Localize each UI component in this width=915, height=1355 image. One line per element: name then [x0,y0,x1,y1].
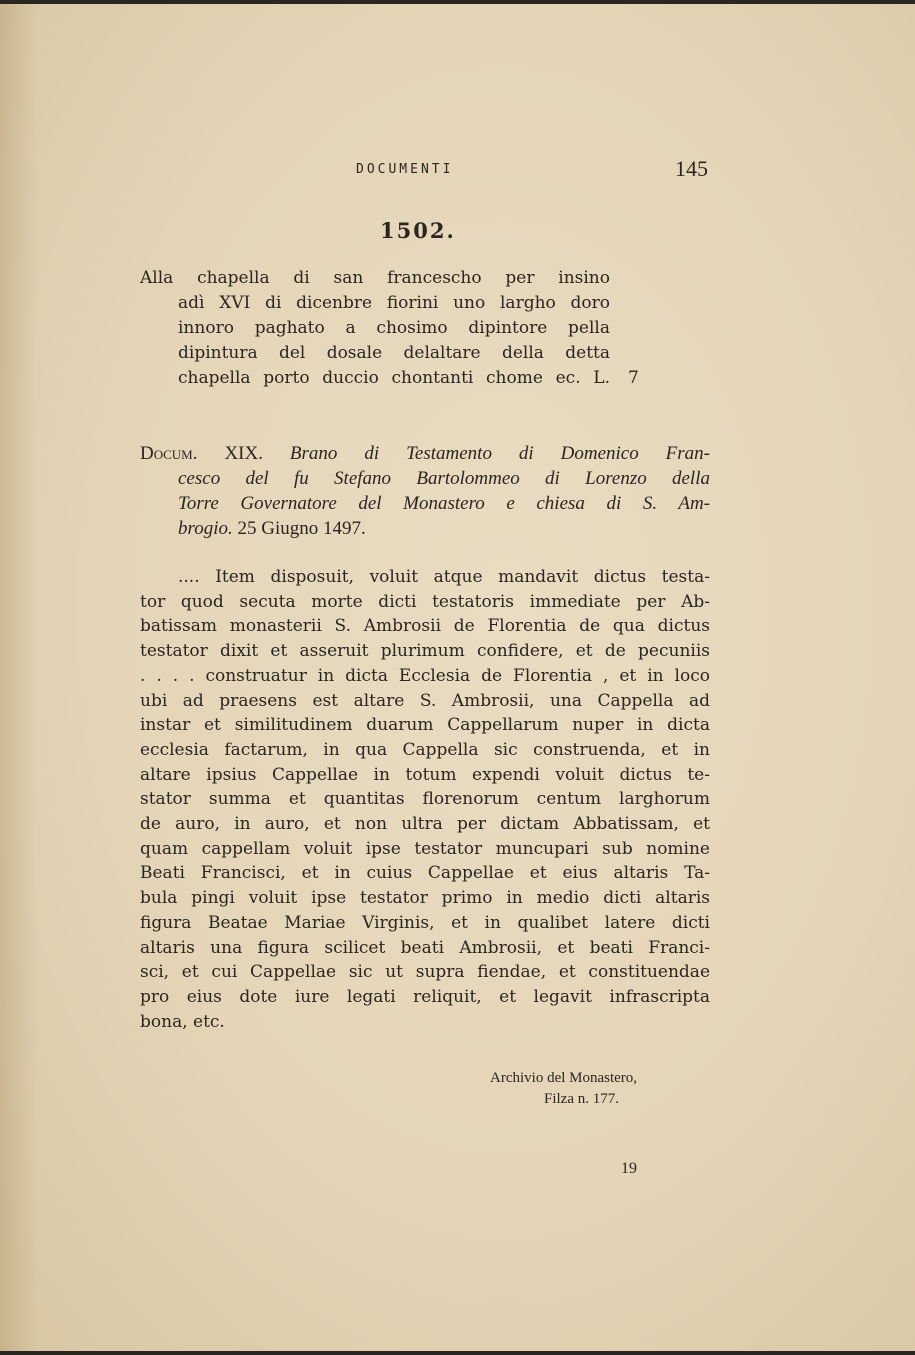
body-line: tor quod secuta morte dicti testatoris immediate per Ab- [140,591,710,612]
body-line: pro eius dote iure legati reliquit, et legavit infrascripta [140,986,710,1007]
entry-line: adì XVI di dicenbre fiorini uno largho doro [178,293,610,313]
body-line: .... Item disposuit, voluit atque mandavit dictus testa- [178,567,710,587]
body-line: altare ipsius Cappellae in totum expendi voluit dictus te- [140,764,710,785]
body-line: testator dixit et asseruit plurimum confidere, et de pecuniis [140,641,710,662]
account-entry [140,266,639,391]
signature-mark: 19 [621,1160,637,1177]
entry-line: innoro paghato a chosimo dipintore pella [178,318,610,338]
document-heading-line-3: Torre Governatore del Monastero e chiesa di S. Am- [178,493,710,514]
archive-line-1: Archivio del Monastero, [490,1070,638,1086]
body-line: Beati Francisci, et in cuius Cappellae et eius altaris Ta- [140,863,710,884]
document-heading-line-4 [140,516,710,541]
body-line: bona, etc. [140,1011,225,1032]
document-label: Docum. [140,443,198,464]
body-line: bula pingi voluit ipse testator primo in medio dicti altaris [140,888,710,909]
body-line: ecclesia factarum, in qua Cappella sic construenda, et in [140,739,710,760]
body-line: figura Beatae Mariae Virginis, et in qualibet latere dicti [140,912,710,933]
book-page [0,4,915,1351]
archive-line-2: Filza n. 177. [544,1091,619,1107]
archive-reference [490,1068,690,1110]
body-line: instar et similitudinem duarum Cappellarum nuper in dicta [140,715,710,736]
document-heading-line-2: cesco del fu Stefano Bartolommeo di Lorenzo della [178,468,710,489]
entry-line: chapella porto duccio chontanti chome ec. L. [178,368,610,388]
body-line: ubi ad praesens est altare S. Ambrosii, una Cappella ad [140,690,710,711]
document-title-end: brogio. [178,518,233,539]
document-title-start: Brano di Testamento di Domenico Fran- [289,443,710,464]
document-date: 25 Giugno 1497. [237,518,366,539]
document-body [140,565,710,1034]
running-head-title: DOCUMENTI [356,162,454,177]
entry-line: Alla chapella di san francescho per insino [140,268,610,288]
entry-line: dipintura del dosale delaltare della detta [178,343,610,363]
entry-amount: 7 [628,368,639,388]
body-line: de auro, in auro, et non ultra per dictam Abbatissam, et [140,814,710,835]
body-line: quam cappellam voluit ipse testator muncupari sub nomine [140,838,710,859]
document-heading-line-1 [140,441,710,466]
page-number: 145 [675,156,708,181]
running-head [0,156,915,186]
body-line: batissam monasterii S. Ambrosii de Florentia de qua dictus [140,616,710,637]
year-heading: 1502. [380,218,456,243]
body-line: sci, et cui Cappellae sic ut supra fiendae, et constituendae [140,962,710,983]
document-heading [140,441,710,541]
document-number: XIX. [224,443,263,464]
body-line: altaris una figura scilicet beati Ambrosii, et beati Franci- [140,937,710,958]
body-line: . . . . construatur in dicta Ecclesia de Florentia , et in loco [140,665,710,686]
body-line: stator summa et quantitas florenorum centum larghorum [140,789,710,810]
